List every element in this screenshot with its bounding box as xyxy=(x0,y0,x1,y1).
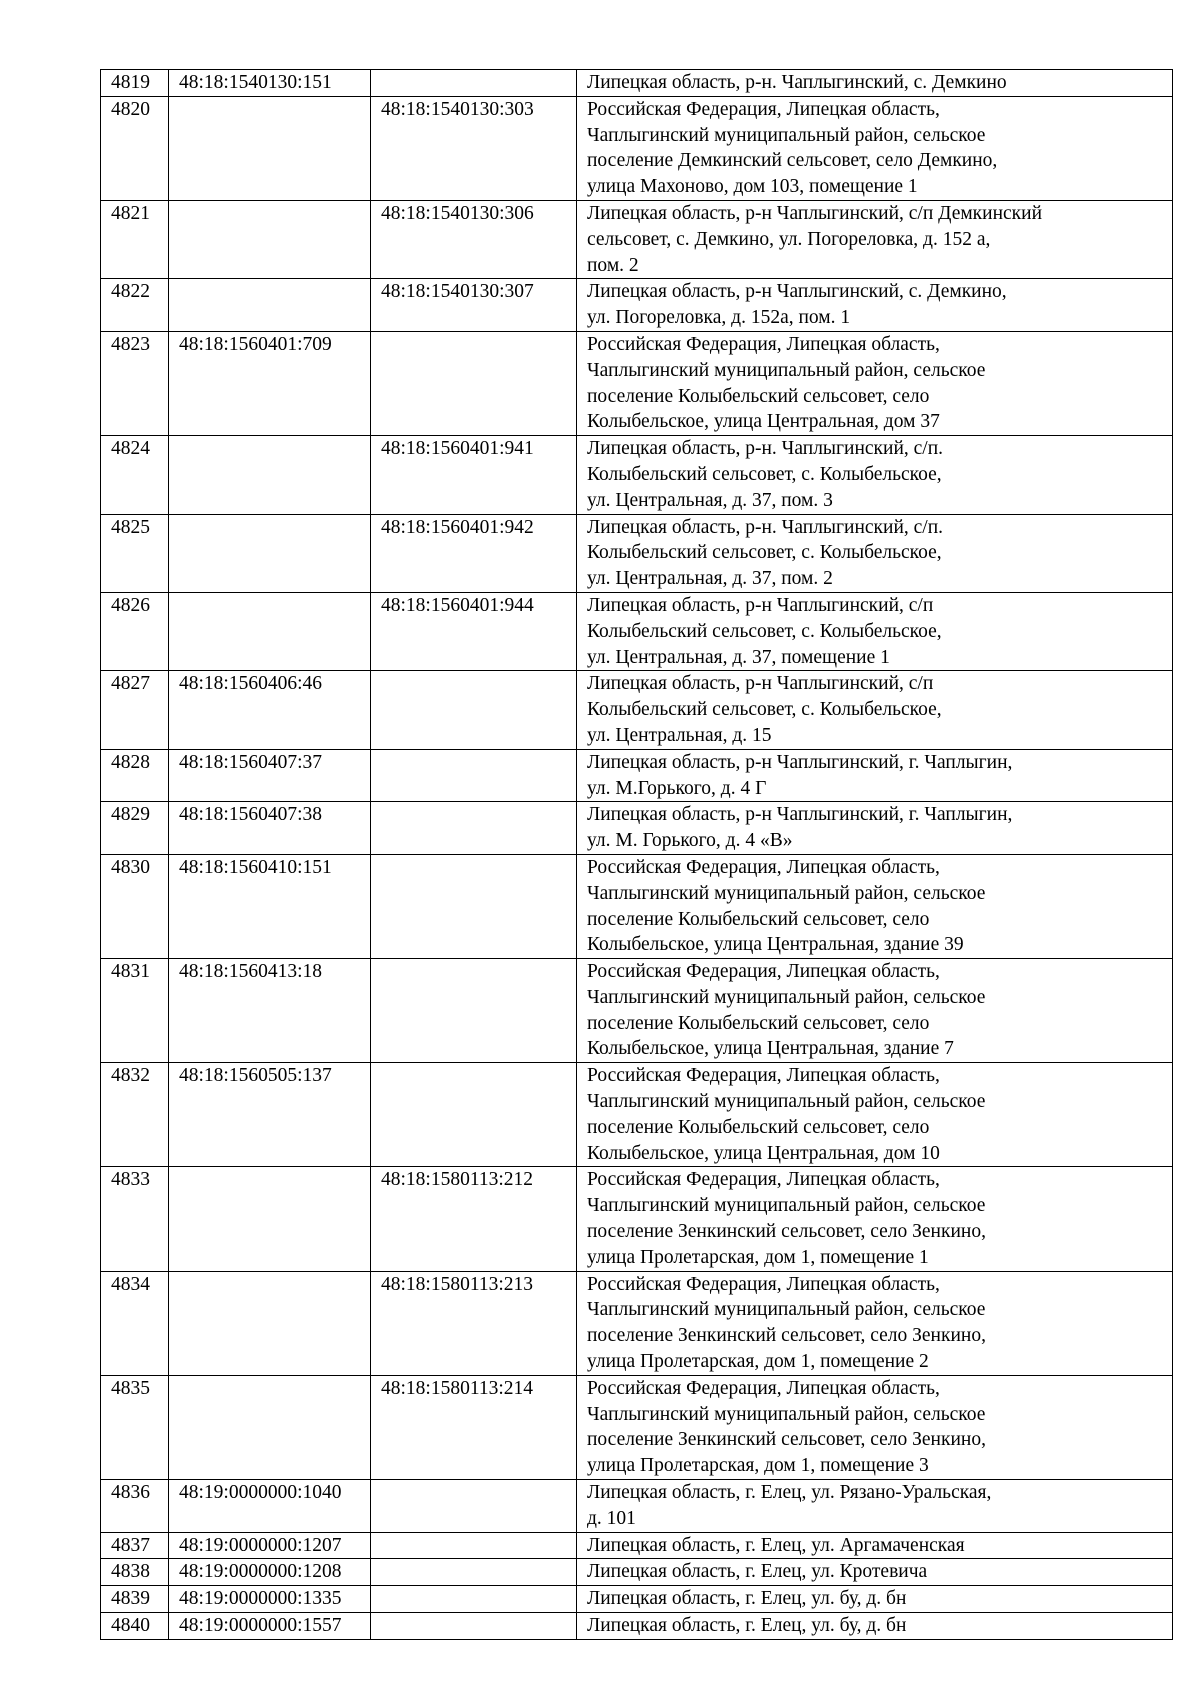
address-cell xyxy=(577,436,1173,514)
address-line: Липецкая область, р-н Чаплыгинский, г. Чаплыгин, xyxy=(587,751,1013,773)
row-number-cell: 4823 xyxy=(101,331,169,435)
row-number-cell: 4826 xyxy=(101,592,169,670)
address-line: д. 101 xyxy=(587,1507,636,1529)
object-cadastral-number-cell: 48:18:1540130:303 xyxy=(371,96,577,200)
table-row xyxy=(101,96,1173,200)
row-number-cell: 4822 xyxy=(101,279,169,332)
address-line: Липецкая область, р-н Чаплыгинский, с. Демкино, xyxy=(587,281,1007,303)
address-line: Липецкая область, р-н Чаплыгинский, г. Чаплыгин, xyxy=(587,804,1013,826)
row-number-cell: 4824 xyxy=(101,436,169,514)
table-row xyxy=(101,1559,1173,1586)
land-cadastral-number-cell: 48:18:1560407:37 xyxy=(169,749,371,802)
address-line: Колыбельское, улица Центральная, дом 10 xyxy=(587,1142,940,1164)
table-row xyxy=(101,1167,1173,1271)
table-row xyxy=(101,1532,1173,1559)
table-row xyxy=(101,436,1173,514)
address-line: поселение Зенкинский сельсовет, село Зенкино, xyxy=(587,1221,986,1243)
object-cadastral-number-cell xyxy=(371,959,577,1063)
land-cadastral-number-cell: 48:18:1560407:38 xyxy=(169,802,371,855)
table-row xyxy=(101,1271,1173,1375)
land-cadastral-number-cell xyxy=(169,1375,371,1479)
address-line: Колыбельское, улица Центральная, здание 7 xyxy=(587,1038,954,1060)
address-line: Чаплыгинский муниципальный район, сельское xyxy=(587,1403,986,1425)
object-cadastral-number-cell: 48:18:1580113:213 xyxy=(371,1271,577,1375)
row-number-cell: 4821 xyxy=(101,200,169,278)
address-line: Липецкая область, р-н. Чаплыгинский, с. Демкино xyxy=(587,72,1007,93)
land-cadastral-number-cell: 48:19:0000000:1208 xyxy=(169,1559,371,1586)
address-line: Чаплыгинский муниципальный район, сельское xyxy=(587,1299,986,1321)
row-number-cell: 4839 xyxy=(101,1586,169,1613)
object-cadastral-number-cell xyxy=(371,1532,577,1559)
row-number-cell: 4831 xyxy=(101,959,169,1063)
row-number-cell: 4835 xyxy=(101,1375,169,1479)
table-row xyxy=(101,1586,1173,1613)
address-line: ул. Центральная, д. 37, пом. 2 xyxy=(587,568,833,590)
land-cadastral-number-cell: 48:18:1540130:151 xyxy=(169,70,371,97)
land-cadastral-number-cell: 48:18:1560505:137 xyxy=(169,1063,371,1167)
address-line: Липецкая область, г. Елец, ул. Аргамаченская xyxy=(587,1534,965,1556)
object-cadastral-number-cell xyxy=(371,70,577,97)
row-number-cell: 4820 xyxy=(101,96,169,200)
land-cadastral-number-cell: 48:18:1560401:709 xyxy=(169,331,371,435)
land-cadastral-number-cell: 48:19:0000000:1557 xyxy=(169,1613,371,1640)
address-cell xyxy=(577,514,1173,592)
address-cell xyxy=(577,1559,1173,1586)
address-line: Российская Федерация, Липецкая область, xyxy=(587,1169,940,1191)
object-cadastral-number-cell xyxy=(371,854,577,958)
address-line: Российская Федерация, Липецкая область, xyxy=(587,1065,940,1087)
table-row xyxy=(101,331,1173,435)
registry-table xyxy=(100,69,1173,1640)
table-row xyxy=(101,671,1173,749)
object-cadastral-number-cell: 48:18:1560401:944 xyxy=(371,592,577,670)
address-cell xyxy=(577,959,1173,1063)
object-cadastral-number-cell: 48:18:1540130:306 xyxy=(371,200,577,278)
address-cell xyxy=(577,854,1173,958)
address-cell xyxy=(577,200,1173,278)
address-line: пом. 2 xyxy=(587,254,639,276)
address-line: Липецкая область, г. Елец, ул. бу, д. бн xyxy=(587,1588,907,1610)
row-number-cell: 4838 xyxy=(101,1559,169,1586)
address-line: Липецкая область, р-н. Чаплыгинский, с/п. xyxy=(587,516,944,538)
address-line: Чаплыгинский муниципальный район, сельское xyxy=(587,124,986,146)
table-row xyxy=(101,1375,1173,1479)
row-number-cell: 4825 xyxy=(101,514,169,592)
address-line: Колыбельское, улица Центральная, здание 39 xyxy=(587,934,964,956)
row-number-cell: 4819 xyxy=(101,70,169,97)
address-line: поселение Колыбельский сельсовет, село xyxy=(587,908,930,930)
address-line: сельсовет, с. Демкино, ул. Погореловка, д. 152 а, xyxy=(587,228,991,250)
land-cadastral-number-cell: 48:18:1560410:151 xyxy=(169,854,371,958)
object-cadastral-number-cell: 48:18:1540130:307 xyxy=(371,279,577,332)
address-line: Российская Федерация, Липецкая область, xyxy=(587,333,940,355)
address-cell xyxy=(577,96,1173,200)
address-line: Колыбельский сельсовет, с. Колыбельское, xyxy=(587,699,942,721)
table-row xyxy=(101,200,1173,278)
table-row xyxy=(101,1480,1173,1533)
table-row xyxy=(101,70,1173,97)
address-line: Российская Федерация, Липецкая область, xyxy=(587,1377,940,1399)
row-number-cell: 4828 xyxy=(101,749,169,802)
address-cell xyxy=(577,331,1173,435)
land-cadastral-number-cell xyxy=(169,592,371,670)
row-number-cell: 4827 xyxy=(101,671,169,749)
object-cadastral-number-cell xyxy=(371,1480,577,1533)
address-line: ул. М.Горького, д. 4 Г xyxy=(587,777,767,799)
address-line: Колыбельский сельсовет, с. Колыбельское, xyxy=(587,620,942,642)
address-line: Российская Федерация, Липецкая область, xyxy=(587,856,940,878)
address-cell xyxy=(577,802,1173,855)
row-number-cell: 4833 xyxy=(101,1167,169,1271)
address-line: поселение Колыбельский сельсовет, село xyxy=(587,385,930,407)
address-line: Липецкая область, р-н Чаплыгинский, с/п Демкинский xyxy=(587,202,1043,224)
address-cell xyxy=(577,1167,1173,1271)
address-line: Российская Федерация, Липецкая область, xyxy=(587,961,940,983)
address-cell xyxy=(577,1480,1173,1533)
address-line: Чаплыгинский муниципальный район, сельское xyxy=(587,986,986,1008)
object-cadastral-number-cell xyxy=(371,1559,577,1586)
object-cadastral-number-cell: 48:18:1580113:214 xyxy=(371,1375,577,1479)
row-number-cell: 4832 xyxy=(101,1063,169,1167)
address-line: улица Пролетарская, дом 1, помещение 3 xyxy=(587,1455,929,1477)
row-number-cell: 4834 xyxy=(101,1271,169,1375)
land-cadastral-number-cell xyxy=(169,279,371,332)
row-number-cell: 4836 xyxy=(101,1480,169,1533)
address-line: поселение Зенкинский сельсовет, село Зенкино, xyxy=(587,1429,986,1451)
land-cadastral-number-cell xyxy=(169,96,371,200)
table-row xyxy=(101,279,1173,332)
object-cadastral-number-cell xyxy=(371,1063,577,1167)
address-line: поселение Колыбельский сельсовет, село xyxy=(587,1012,930,1034)
address-line: ул. Центральная, д. 37, помещение 1 xyxy=(587,646,890,668)
land-cadastral-number-cell: 48:19:0000000:1207 xyxy=(169,1532,371,1559)
address-line: ул. Центральная, д. 37, пом. 3 xyxy=(587,489,833,511)
table-row xyxy=(101,1063,1173,1167)
object-cadastral-number-cell xyxy=(371,802,577,855)
object-cadastral-number-cell xyxy=(371,331,577,435)
address-cell xyxy=(577,70,1173,97)
row-number-cell: 4829 xyxy=(101,802,169,855)
address-line: поселение Демкинский сельсовет, село Демкино, xyxy=(587,150,998,172)
address-line: Российская Федерация, Липецкая область, xyxy=(587,98,940,120)
object-cadastral-number-cell: 48:18:1560401:941 xyxy=(371,436,577,514)
address-cell xyxy=(577,1613,1173,1640)
land-cadastral-number-cell xyxy=(169,436,371,514)
land-cadastral-number-cell xyxy=(169,514,371,592)
table-row xyxy=(101,749,1173,802)
address-line: Чаплыгинский муниципальный район, сельское xyxy=(587,1091,986,1113)
address-cell xyxy=(577,671,1173,749)
address-cell xyxy=(577,1586,1173,1613)
land-cadastral-number-cell: 48:19:0000000:1335 xyxy=(169,1586,371,1613)
land-cadastral-number-cell xyxy=(169,1271,371,1375)
table-row xyxy=(101,802,1173,855)
land-cadastral-number-cell: 48:19:0000000:1040 xyxy=(169,1480,371,1533)
address-line: Липецкая область, р-н. Чаплыгинский, с/п. xyxy=(587,438,944,460)
address-line: Липецкая область, г. Елец, ул. Рязано-Уральская, xyxy=(587,1482,992,1504)
table-row xyxy=(101,514,1173,592)
table-row xyxy=(101,1613,1173,1640)
address-line: Липецкая область, р-н Чаплыгинский, с/п xyxy=(587,673,934,695)
address-line: улица Пролетарская, дом 1, помещение 2 xyxy=(587,1351,929,1373)
address-line: ул. М. Горького, д. 4 «В» xyxy=(587,830,793,852)
address-cell xyxy=(577,1271,1173,1375)
object-cadastral-number-cell xyxy=(371,1613,577,1640)
address-line: поселение Зенкинский сельсовет, село Зенкино, xyxy=(587,1325,986,1347)
address-cell xyxy=(577,279,1173,332)
address-cell xyxy=(577,1375,1173,1479)
address-line: Колыбельское, улица Центральная, дом 37 xyxy=(587,411,940,433)
object-cadastral-number-cell xyxy=(371,1586,577,1613)
address-line: улица Пролетарская, дом 1, помещение 1 xyxy=(587,1246,929,1268)
address-line: Колыбельский сельсовет, с. Колыбельское, xyxy=(587,542,942,564)
address-line: Липецкая область, р-н Чаплыгинский, с/п xyxy=(587,594,934,616)
address-line: улица Махоново, дом 103, помещение 1 xyxy=(587,176,918,198)
address-line: Российская Федерация, Липецкая область, xyxy=(587,1273,940,1295)
row-number-cell: 4837 xyxy=(101,1532,169,1559)
land-cadastral-number-cell: 48:18:1560413:18 xyxy=(169,959,371,1063)
address-line: Чаплыгинский муниципальный район, сельское xyxy=(587,882,986,904)
land-cadastral-number-cell: 48:18:1560406:46 xyxy=(169,671,371,749)
object-cadastral-number-cell xyxy=(371,671,577,749)
registry-table-body xyxy=(101,70,1173,1640)
row-number-cell: 4840 xyxy=(101,1613,169,1640)
address-line: ул. Центральная, д. 15 xyxy=(587,724,772,746)
address-cell xyxy=(577,592,1173,670)
address-line: Липецкая область, г. Елец, ул. Кротевича xyxy=(587,1561,928,1583)
land-cadastral-number-cell xyxy=(169,1167,371,1271)
address-cell xyxy=(577,1063,1173,1167)
row-number-cell: 4830 xyxy=(101,854,169,958)
address-line: Колыбельский сельсовет, с. Колыбельское, xyxy=(587,463,942,485)
table-row xyxy=(101,854,1173,958)
address-line: Чаплыгинский муниципальный район, сельское xyxy=(587,1195,986,1217)
address-cell xyxy=(577,1532,1173,1559)
address-line: Липецкая область, г. Елец, ул. бу, д. бн xyxy=(587,1615,907,1637)
table-row xyxy=(101,592,1173,670)
land-cadastral-number-cell xyxy=(169,200,371,278)
object-cadastral-number-cell: 48:18:1580113:212 xyxy=(371,1167,577,1271)
address-line: поселение Колыбельский сельсовет, село xyxy=(587,1116,930,1138)
address-cell xyxy=(577,749,1173,802)
address-line: ул. Погореловка, д. 152а, пом. 1 xyxy=(587,307,851,329)
object-cadastral-number-cell xyxy=(371,749,577,802)
object-cadastral-number-cell: 48:18:1560401:942 xyxy=(371,514,577,592)
table-row xyxy=(101,959,1173,1063)
address-line: Чаплыгинский муниципальный район, сельское xyxy=(587,359,986,381)
